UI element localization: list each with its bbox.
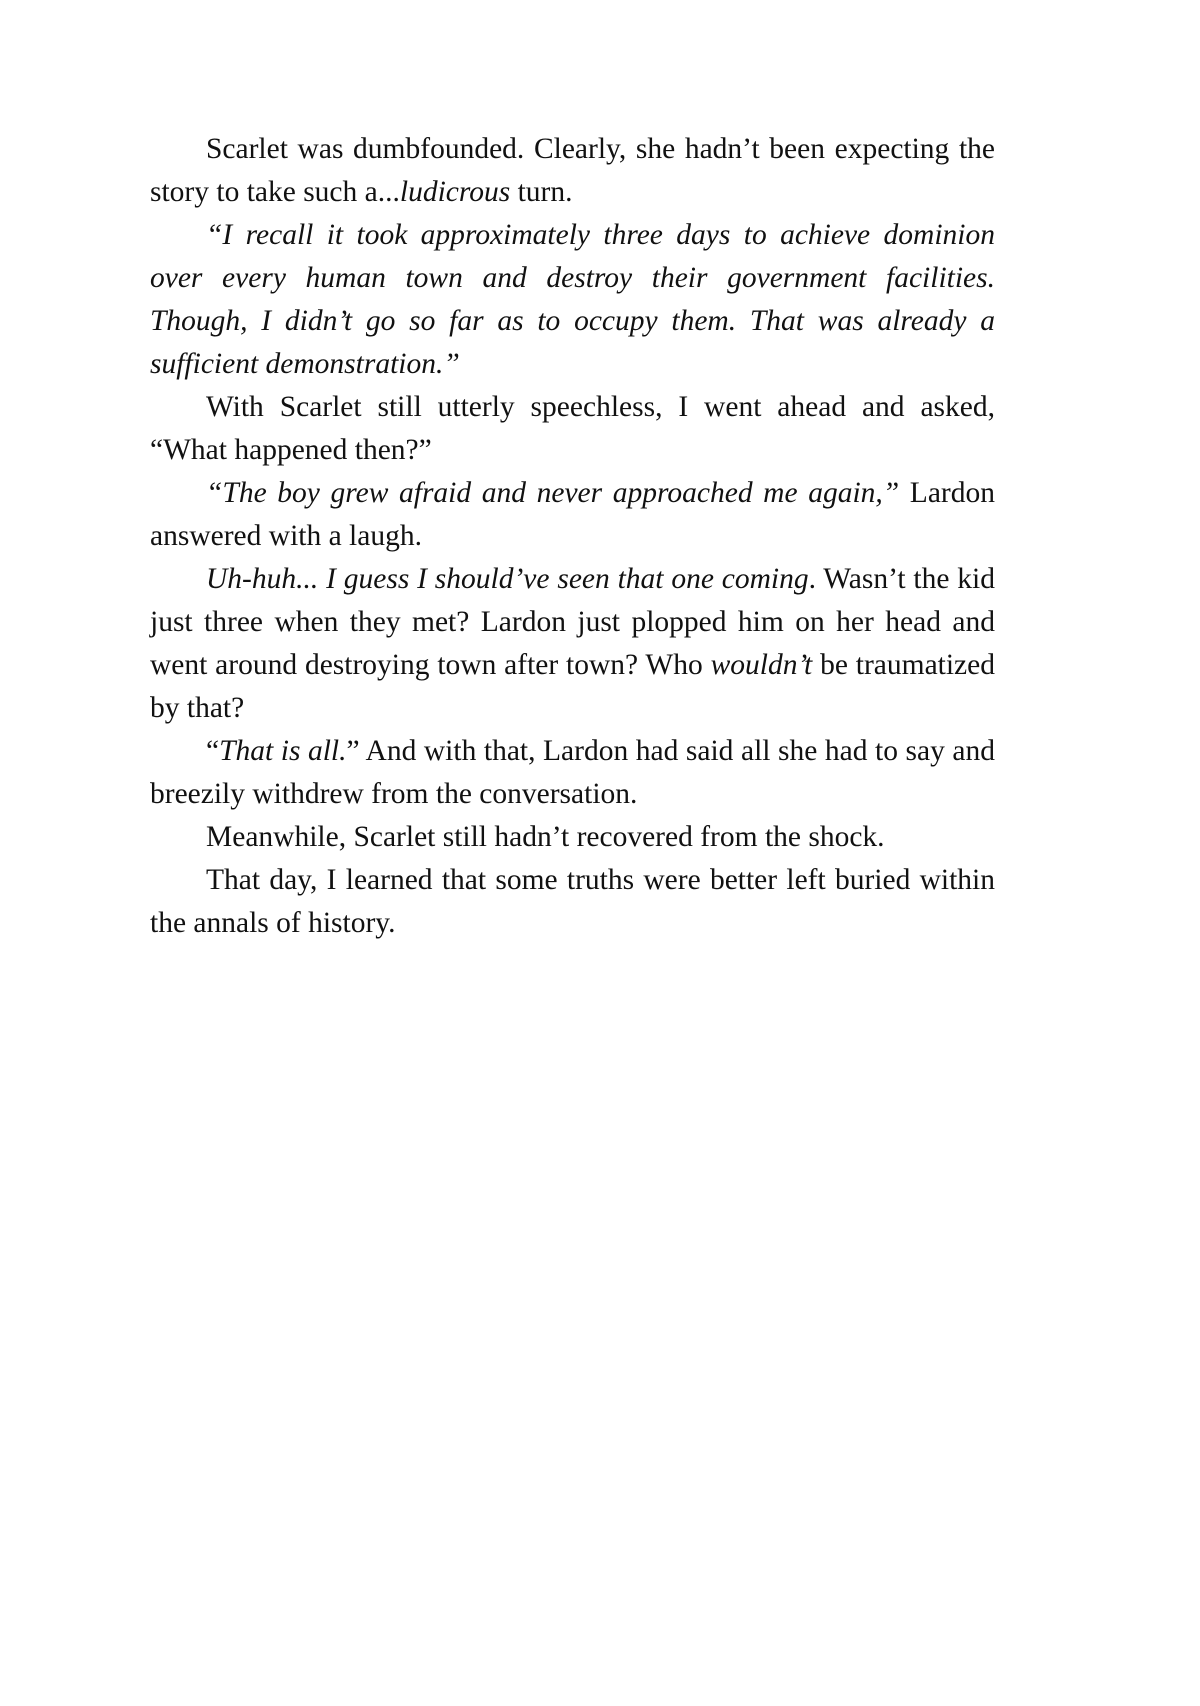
text-run: “ <box>206 735 220 767</box>
text-run: ” And with that, Lardon had said all she had to say and breezily withdrew from the conversation. <box>150 735 995 810</box>
text-run: . Wasn’t the kid just three when they met? Lardon just plopped him on her head and went around destroying town after town? Who <box>150 563 995 681</box>
body-text-column <box>150 128 995 945</box>
paragraph <box>150 214 995 386</box>
paragraph <box>150 386 995 472</box>
italic-run: “The boy grew afraid and never approached me again,” <box>206 477 900 509</box>
text-run: be traumatized by that? <box>150 649 995 724</box>
text-run: That day, I learned that some truths were better left buried within the annals of history. <box>150 864 995 939</box>
text-run: Lardon answered with a laugh. <box>150 477 995 552</box>
italic-run: That is all. <box>219 735 347 767</box>
italic-run: ludicrous <box>399 176 511 208</box>
paragraph <box>150 859 995 945</box>
text-run: turn. <box>510 176 573 208</box>
paragraph <box>150 128 995 214</box>
paragraph <box>150 816 995 859</box>
text-run: Scarlet was dumbfounded. Clearly, she hadn’t been expecting the story to take such a... <box>150 133 995 208</box>
text-run: Meanwhile, Scarlet still hadn’t recovered from the shock. <box>206 821 885 853</box>
paragraph <box>150 558 995 730</box>
text-run: With Scarlet still utterly speechless, I went ahead and asked, “What happened then?” <box>150 391 995 466</box>
italic-run: wouldn’t <box>710 649 813 681</box>
italic-run: “I recall it took approximately three days to achieve dominion over every human town and destroy their government facilities. Though, I didn’t go so far as to occupy them. That was already a sufficient demonstration.” <box>150 219 995 380</box>
italic-run: Uh-huh... I guess I should’ve seen that one coming <box>206 563 809 595</box>
paragraph <box>150 730 995 816</box>
paragraph <box>150 472 995 558</box>
